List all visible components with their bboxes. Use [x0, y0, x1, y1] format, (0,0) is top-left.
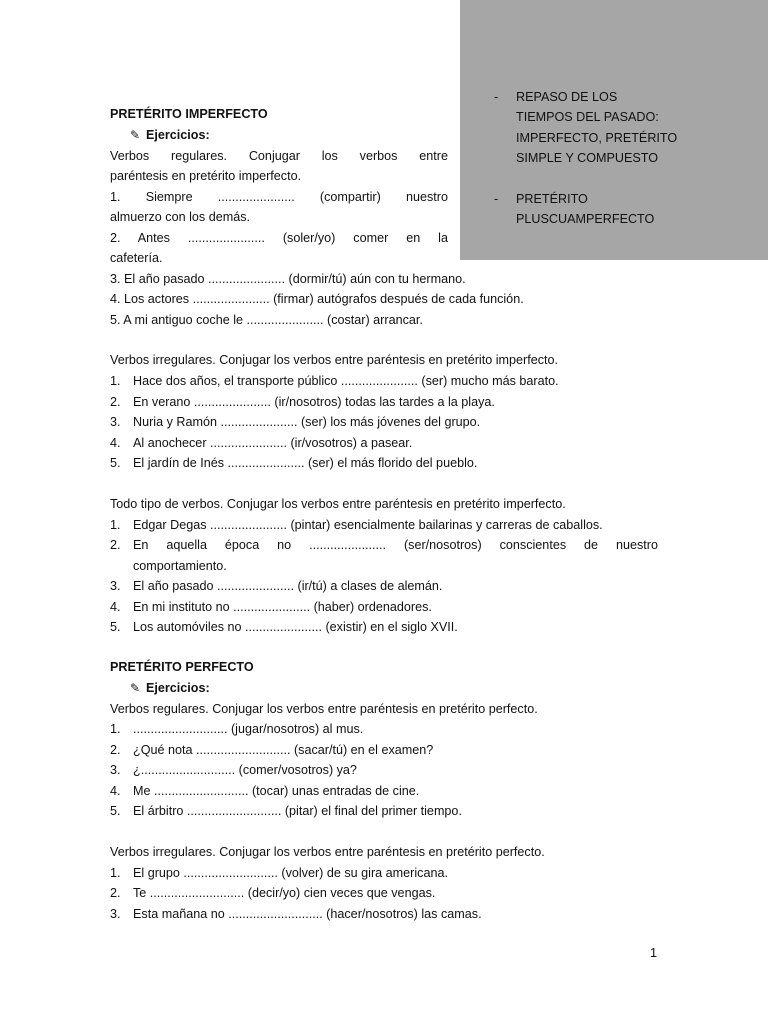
irregular-intro: Verbos irregulares. Conjugar los verbos entre paréntesis en pretérito imperfecto.	[110, 353, 559, 367]
topic-line: SIMPLE Y COMPUESTO	[516, 151, 659, 166]
item-text: Nuria y Ramón ...................... (ser) los más jóvenes del grupo.	[133, 415, 481, 429]
item-number: 1.	[110, 374, 121, 388]
topic-line: REPASO DE LOS	[516, 90, 618, 104]
item-number: 3.	[110, 579, 121, 593]
exercise-line: 4. Los actores ...................... (firmar) autógrafos después de cada función.	[110, 292, 524, 306]
pencil-icon: ✎	[130, 128, 141, 142]
item-text: En mi instituto no ...................... (haber) ordenadores.	[133, 600, 432, 614]
item-number: 2.	[110, 395, 121, 409]
item-text: En aquella época no ...................... (ser/nosotros) conscientes de nuestro	[133, 538, 658, 552]
item-number: 5.	[110, 804, 121, 818]
item-text: El árbitro ........................... (pitar) el final del primer tiempo.	[133, 804, 462, 818]
item-text: ¿........................... (comer/vosotros) ya?	[133, 763, 357, 777]
item-number: 2.	[110, 538, 121, 552]
item-number: 4.	[110, 784, 121, 798]
item-text: ........................... (jugar/nosotros) al mus.	[133, 722, 364, 736]
item-text: Te ........................... (decir/yo) cien veces que vengas.	[133, 886, 436, 900]
ejercicios-text: Ejercicios:	[146, 128, 210, 142]
item-number: 1.	[110, 866, 121, 880]
todo-intro: Todo tipo de verbos. Conjugar los verbos entre paréntesis en pretérito imperfecto.	[110, 497, 566, 511]
item-number: 3.	[110, 907, 121, 921]
item-text: Me ........................... (tocar) unas entradas de cine.	[133, 784, 420, 798]
item-number: 3.	[110, 415, 121, 429]
bullet-dash: -	[494, 90, 499, 104]
ejercicios-text: Ejercicios:	[146, 681, 210, 695]
item-text: Los automóviles no ...................... (existir) en el siglo XVII.	[133, 620, 458, 634]
item-text: comportamiento.	[133, 559, 227, 573]
exercise-line: 1. Siempre ...................... (compartir) nuestro	[110, 190, 448, 204]
bullet-dash: -	[494, 192, 499, 206]
exercise-line: almuerzo con los demás.	[110, 210, 250, 224]
topic-line: TIEMPOS DEL PASADO:	[516, 110, 659, 125]
section-title-imperfecto: PRETÉRITO IMPERFECTO	[110, 107, 268, 121]
topic-line: IMPERFECTO, PRETÉRITO	[516, 130, 678, 145]
ejercicios-label	[130, 681, 210, 695]
item-text: ¿Qué nota ........................... (sacar/tú) en el examen?	[133, 743, 434, 757]
item-number: 4.	[110, 436, 121, 450]
item-text: El año pasado ...................... (ir/tú) a clases de alemán.	[133, 579, 443, 593]
item-number: 2.	[110, 886, 121, 900]
exercise-line: cafetería.	[110, 251, 163, 265]
exercise-line: 5. A mi antiguo coche le ...................... (costar) arrancar.	[110, 313, 423, 327]
ejercicios-label	[130, 128, 210, 142]
item-number: 2.	[110, 743, 121, 757]
regular-intro-line2: paréntesis en pretérito imperfecto.	[110, 169, 302, 183]
item-text: Al anochecer ...................... (ir/vosotros) a pasear.	[133, 436, 413, 450]
item-number: 5.	[110, 456, 121, 470]
page-number: 1	[650, 946, 658, 960]
exercise-line: 3. El año pasado ...................... (dormir/tú) aún con tu hermano.	[110, 272, 466, 286]
item-text: Hace dos años, el transporte público ...................... (ser) mucho más barato.	[133, 374, 559, 388]
item-text: En verano ...................... (ir/nosotros) todas las tardes a la playa.	[133, 395, 495, 409]
irregular-intro: Verbos irregulares. Conjugar los verbos entre paréntesis en pretérito perfecto.	[110, 845, 545, 859]
item-number: 5.	[110, 620, 121, 634]
item-number: 3.	[110, 763, 121, 777]
section-title-perfecto: PRETÉRITO PERFECTO	[110, 660, 254, 674]
regular-intro-line1: Verbos regulares. Conjugar los verbos entre	[110, 149, 448, 163]
item-text: Edgar Degas ...................... (pintar) esencialmente bailarinas y carreras de caballos.	[133, 518, 603, 532]
item-number: 1.	[110, 518, 121, 532]
item-text: El grupo ........................... (volver) de su gira americana.	[133, 866, 448, 880]
item-text: El jardín de Inés ...................... (ser) el más florido del pueblo.	[133, 456, 478, 470]
regular-intro: Verbos regulares. Conjugar los verbos entre paréntesis en pretérito perfecto.	[110, 702, 538, 716]
item-number: 4.	[110, 600, 121, 614]
topic-line: PLUSCUAMPERFECTO	[516, 212, 655, 227]
pencil-icon: ✎	[130, 681, 141, 695]
exercise-line: 2. Antes ...................... (soler/yo) comer en la	[110, 231, 448, 245]
item-number: 1.	[110, 722, 121, 736]
topic-line: PRETÉRITO	[516, 192, 588, 206]
item-text: Esta mañana no ........................... (hacer/nosotros) las camas.	[133, 907, 482, 921]
